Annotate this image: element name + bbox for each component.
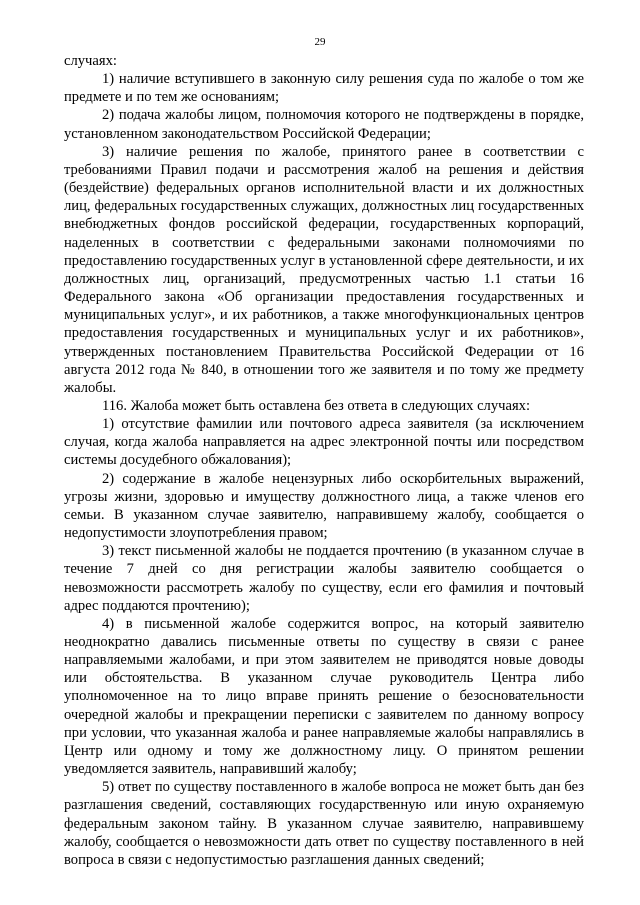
paragraph-116-item-2: 2) содержание в жалобе нецензурных либо оскорбительных выражений, угрозы жизни, здоровью и имуществу должностного лица, а также членов его семьи. В указанном случае заявителю, направившему жалобу, сообщается о недопустимости злоупотребления правом;	[64, 470, 584, 542]
page-body	[64, 52, 584, 869]
paragraph-item-1: 1) наличие вступившего в законную силу решения суда по жалобе о том же предмете и по тем же основаниям;	[64, 71, 584, 106]
paragraph-section-116: 116. Жалоба может быть оставлена без ответа в следующих случаях:	[102, 397, 531, 414]
page-number: 29	[314, 36, 326, 48]
paragraph-116-item-3: 3) текст письменной жалобы не поддается прочтению (в указанном случае в течение 7 дней со дня регистрации жалобы заявителю сообщается о невозможности рассмотреть жалобу по существу, если его фамилия и почтовый адрес поддаются прочтению);	[64, 543, 584, 614]
paragraph-116-item-1: 1) отсутствие фамилии или почтового адреса заявителя (за исключением случая, когда жалоба направляется на адрес электронной почты или посредством системы досудебного обжалования);	[64, 416, 584, 469]
paragraph-item-2: 2) подача жалобы лицом, полномочия которого не подтверждены в порядке, установленном законодательством Российской Федерации;	[64, 107, 584, 142]
paragraph-116-item-4: 4) в письменной жалобе содержится вопрос, на который заявителю неоднократно давались письменные ответы по существу в связи с ранее направляемыми жалобами, и при этом заявителем не приводятся новые доводы или обстоятельства. В указанном случае руководитель Центра либо уполномоченное на то лицо вправе принять решение о безосновательности очередной жалобы и прекращении переписки с заявителем по данному вопросу при условии, что указанная жалоба и ранее направляемые жалобы направлялись в Центр или одному и тому же должностному лицу. О принятом решении уведомляется заявитель, направивший жалобу;	[64, 615, 584, 778]
paragraph-116-item-5: 5) ответ по существу поставленного в жалобе вопроса не может быть дан без разглашения сведений, составляющих государственную или иную охраняемую федеральным законом тайну. В указанном случае заявителю, направившему жалобу, сообщается о невозможности дать ответ по существу поставленного в ней вопроса в связи с недопустимостью разглашения данных сведений;	[64, 779, 584, 868]
paragraph-continuation: случаях:	[64, 53, 117, 69]
paragraph-item-3: 3) наличие решения по жалобе, принятого ранее в соответствии с требованиями Правил подачи и рассмотрения жалоб на решения и действия (бездействие) федеральных органов исполнительной власти и их должностных лиц, федеральных государственных служащих, должностных лиц государственных внебюджетных фондов российской федерации, государственных корпораций, наделенных в соответствии с федеральными законами полномочиями по предоставлению государственных услуг в установленной сфере деятельности, и их должностных лиц, организаций, предусмотренных частью 1.1 статьи 16 Федерального закона «Об организации предоставления государственных и муниципальных услуг», и их работников, а также многофункциональных центров предоставления государственных и муниципальных услуг и их работников», утвержденных постановлением Правительства Российской Федерации от 16 августа 2012 года № 840, в отношении того же заявителя и по тому же предмету жалобы.	[64, 143, 584, 396]
